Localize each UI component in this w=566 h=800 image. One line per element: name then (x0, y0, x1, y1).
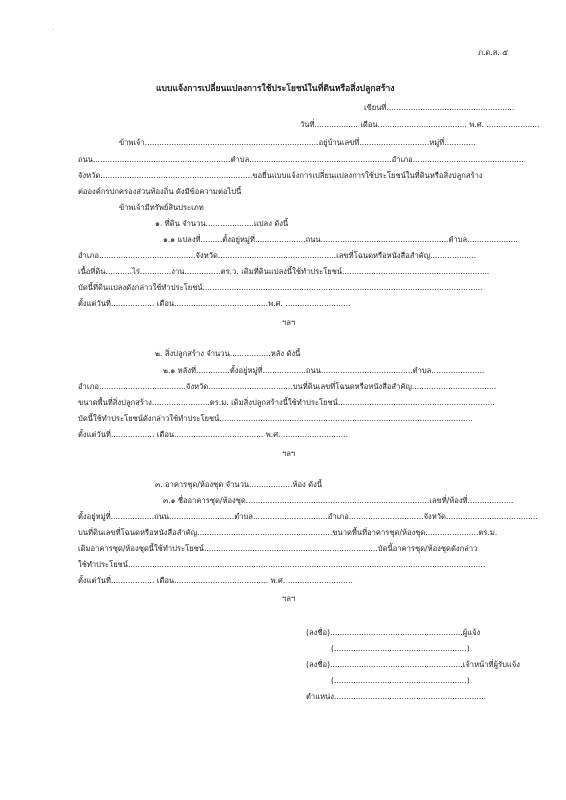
sec2-line2: อำเภอ....................................จังหวัด...................................บนที่ดินเลขที่โฉนดหรือหนังสือสำคัญ................................... (78, 382, 497, 391)
sec2-heading: ๒. สิ่งปลูกสร้าง จำนวน.................หลัง ดังนี้ (155, 349, 301, 358)
sec3-ending: ฯลฯ (282, 594, 296, 603)
sec3-line4: เดิมอาคารชุด/ห้องชุดนี้ใช้ทำประโยชน์........................................................................บัดนี้อาคารชุด/ห้องชุดดังกล่าว (78, 544, 478, 553)
signature-informant-name: (.......................................................) (331, 644, 470, 653)
sec3-line6: ตั้งแต่วันที่.................. เดือน....................................... พ.ศ. ........................... (78, 576, 353, 585)
sec1-line5: ตั้งแต่วันที่.................. เดือน.......................................พ.ศ. ........................... (78, 299, 351, 308)
signature-officer-name: (.......................................................) (331, 676, 470, 685)
sec3-line2: ตั้งอยู่หมู่ที่..................ถนน...........................ตำบล...............................อำเภอ...............................จังหวัด...................................... (78, 512, 538, 521)
sec3-line5: ใช้ทำประโยชน์.................................................................................................................................................... (78, 560, 486, 569)
sec1-ending: ฯลฯ (282, 318, 296, 327)
owner-line: ข้าพเจ้ามีทรัพย์สินประเภท (119, 203, 204, 212)
name-line: ข้าพเจ้า........................................................................อยู่บ้านเลขที่.............................หมู่ที่............. (119, 138, 476, 147)
officer-position-line: ตำแหน่ง............................................................... (306, 692, 487, 701)
sec3-heading: ๓. อาคารชุด/ห้องชุด จำนวน..................ห้อง ดังนี้ (155, 480, 323, 489)
sec1-line4: บัดนี้ที่ดินแปลงดังกล่าวใช้ทำประโยชน์.................................................................................................................... (78, 283, 483, 292)
form-title: แบบแจ้งการเปลี่ยนแปลงการใช้ประโยชน์ในที่ดินหรือสิ่งปลูกสร้าง (156, 84, 395, 94)
sec2-line5: ตั้งแต่วันที่.................. เดือน..................................... พ.ศ. ........................... (78, 430, 349, 439)
sec2-line4: บัดนี้ใช้ทำประโยชน์ดังกล่าวใช้ทำประโยชน์......................................................................................................... (78, 414, 473, 423)
to-line: ต่อองค์กรปกครองส่วนท้องถิ่น ดังมีข้อความต่อไปนี้ (78, 187, 242, 196)
sec1-line2: อำเภอ........................................จังหวัด.................................................เลขที่โฉนดหรือหนังสือสำคัญ................... (78, 251, 477, 260)
sec1-line1: ๑.๑ แปลงที่.........ตั้งอยู่หมู่ที่.....................ถนน.....................................................ตำบล..................... (163, 235, 518, 244)
date-line: วันที่.................. เดือน..................................... พ.ศ. ...................... (300, 120, 540, 129)
written-at-line: เขียนที่..................................................... (364, 103, 515, 112)
province-line: จังหวัด...............................................................ขอยื่นแบบแจ้งการเปลี่ยนแปลงการใช้ประโยชน์ในที่ดินหรือสิ่งปลูกสร้าง (78, 171, 483, 180)
corner-mark: ` (52, 29, 55, 36)
sec2-ending: ฯลฯ (282, 449, 296, 458)
signature-informant-line: (ลงชื่อ).......................................................ผู้แจ้ง (306, 628, 481, 637)
sec2-line1: ๒.๑ หลังที่..............ตั้งอยู่หมู่ที่..................ถนน......................................ตำบล...................... (163, 366, 485, 375)
sec3-line3: บนที่ดินเลขที่โฉนดหรือหนังสือสำคัญ........................................................ขนาดพื้นที่อาคารชุด/ห้องชุด......................ตร.ม. (78, 528, 498, 537)
road-line: ถนน.........................................................ตำบล...........................................................อำเภอ.............................................. (78, 155, 524, 164)
sec1-line3: เนื้อที่ดิน...........ไร่.............งาน...............ตร.ว. เดิมที่ดินแปลงนี้ใช้ทำประโยชน์............................................................. (78, 267, 490, 276)
sec1-heading: ๑. ที่ดิน จำนวน....................แปลง ดังนี้ (155, 219, 289, 228)
sec2-line3: ขนาดพื้นที่สิ่งปลูกสร้าง........................ตร.ม. เดิมสิ่งปลูกสร้างนี้ใช้ทำประโยชน์................................................................. (78, 398, 495, 407)
sec3-line1: ๓.๑ ชื่ออาคารชุด/ห้องชุด............................................................................เลขที่/ห้องที่................... (163, 496, 514, 505)
form-code: ภ.ด.ส. ๕ (478, 48, 508, 57)
signature-officer-line: (ลงชื่อ).......................................................เจ้าหน้าที่ผู้รับแจ้ง (306, 660, 520, 669)
